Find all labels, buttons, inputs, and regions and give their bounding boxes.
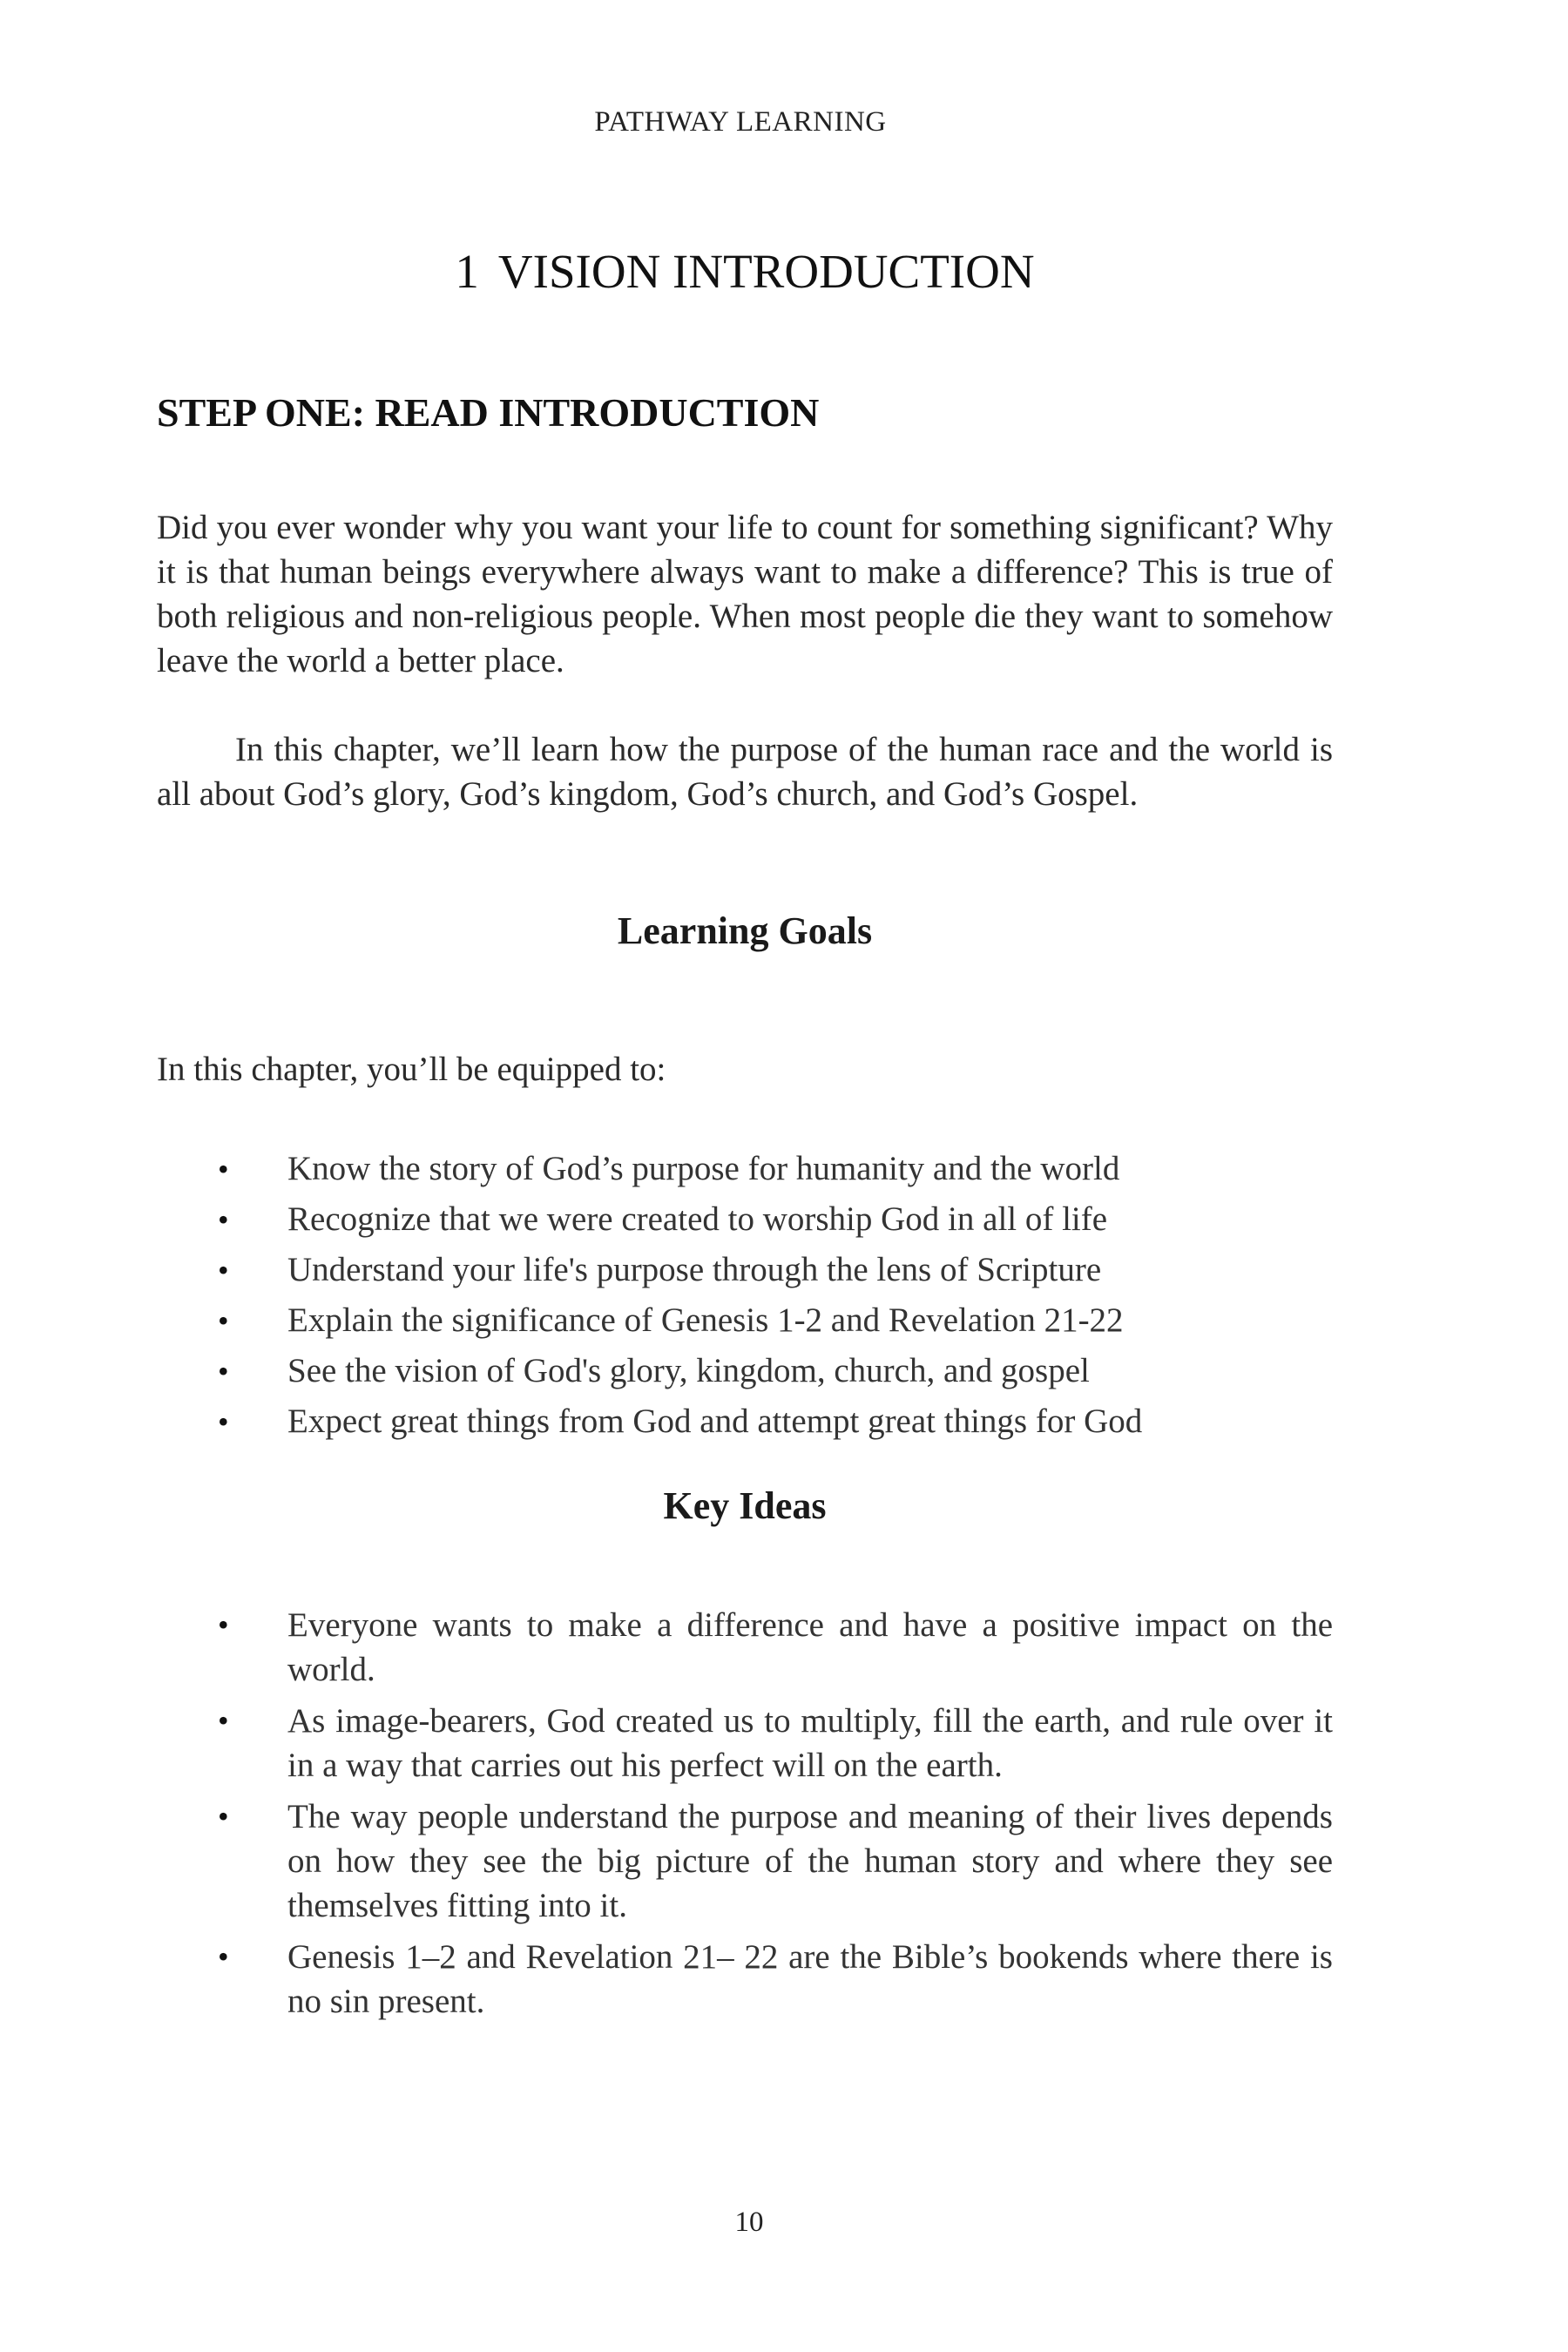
key-ideas-heading: Key Ideas xyxy=(663,1484,827,1527)
chapter-title-text: VISION INTRODUCTION xyxy=(497,245,1035,298)
list-item xyxy=(157,1295,1333,1346)
bullet-icon: • xyxy=(218,1703,229,1738)
intro-paragraph-1: Did you ever wonder why you want your life to count for something significant? Why it is that human beings everywhere always want to make a difference? This is true of both religious and non-religious people. When most people die they want to somehow leave the world a better place. xyxy=(157,509,1333,679)
list-item xyxy=(157,1144,1333,1194)
list-item xyxy=(157,1194,1333,1245)
list-item xyxy=(157,1794,1333,1928)
list-item-text: Recognize that we were created to worship God in all of life xyxy=(287,1200,1108,1238)
bullet-icon: • xyxy=(218,1202,229,1237)
list-item-text: See the vision of God's glory, kingdom, church, and gospel xyxy=(287,1352,1090,1389)
list-item-text: Everyone wants to make a difference and have a positive impact on the world. xyxy=(287,1606,1333,1688)
bullet-icon: • xyxy=(218,1253,229,1288)
key-ideas-list xyxy=(157,1603,1333,2031)
list-item xyxy=(157,1603,1333,1692)
bullet-icon: • xyxy=(218,1799,229,1834)
bullet-icon: • xyxy=(218,1607,229,1642)
list-item-text: Explain the significance of Genesis 1-2 and Revelation 21-22 xyxy=(287,1301,1124,1339)
running-header: PATHWAY LEARNING xyxy=(594,106,887,138)
intro-paragraph-2: In this chapter, we’ll learn how the purpose of the human race and the world is all about God’s glory, God’s kingdom, God’s church, and God’s Gospel. xyxy=(157,731,1333,813)
list-item xyxy=(157,1699,1333,1788)
list-item-text: Know the story of God’s purpose for humanity and the world xyxy=(287,1150,1120,1187)
bullet-icon: • xyxy=(218,1303,229,1338)
list-item xyxy=(157,1245,1333,1295)
step-heading: STEP ONE: READ INTRODUCTION xyxy=(157,390,820,435)
list-item xyxy=(157,1935,1333,2024)
bullet-icon: • xyxy=(218,1152,229,1186)
learning-goals-intro: In this chapter, you’ll be equipped to: xyxy=(157,1051,666,1088)
bullet-icon: • xyxy=(218,1939,229,1974)
list-item-text: As image-bearers, God created us to multiply, fill the earth, and rule over it in a way that carries out his perfect will on the earth. xyxy=(287,1702,1333,1784)
list-item xyxy=(157,1396,1333,1447)
list-item-text: The way people understand the purpose and meaning of their lives depends on how they see the big picture of the human story and where they see themselves fitting into it. xyxy=(287,1798,1333,1924)
bullet-icon: • xyxy=(218,1404,229,1439)
chapter-number: 1 xyxy=(455,245,479,298)
list-item-text: Understand your life's purpose through the lens of Scripture xyxy=(287,1251,1102,1288)
list-item xyxy=(157,1346,1333,1396)
bullet-icon: • xyxy=(218,1354,229,1389)
page-number: 10 xyxy=(734,2207,764,2238)
chapter-title xyxy=(0,244,1490,299)
learning-goals-heading: Learning Goals xyxy=(617,909,873,952)
list-item-text: Genesis 1–2 and Revelation 21– 22 are the Bible’s bookends where there is no sin present. xyxy=(287,1938,1333,2020)
learning-goals-list xyxy=(157,1144,1333,1447)
list-item-text: Expect great things from God and attempt great things for God xyxy=(287,1402,1143,1440)
